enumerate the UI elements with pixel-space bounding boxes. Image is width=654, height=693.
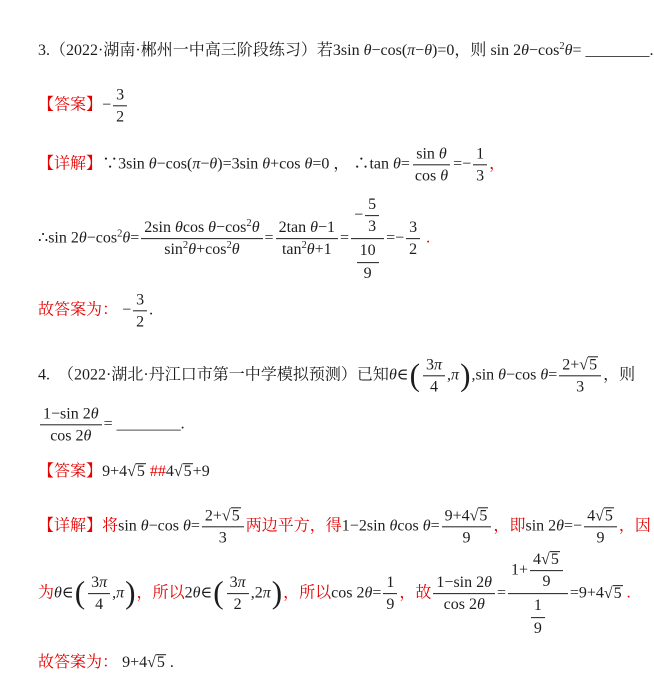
text-run: 1−sin 2θ [436, 574, 492, 592]
text-run: 3 [476, 167, 485, 185]
text-run: 9+4 [444, 507, 470, 525]
denominator [231, 595, 245, 615]
numerator [584, 506, 617, 527]
superscript: 2 [182, 240, 189, 252]
numerator [227, 573, 249, 594]
problem-4-solution-line-2 [38, 549, 631, 639]
denominator [473, 166, 487, 186]
text-run: θ∈ [388, 366, 409, 384]
text-run: 4 [95, 596, 104, 614]
big-paren: ) [271, 575, 283, 611]
text-run: ， [489, 155, 506, 173]
square-root [222, 507, 241, 524]
fraction [473, 144, 487, 185]
superscript: 2 [301, 240, 307, 252]
denominator [133, 312, 147, 332]
problem-3-answer [38, 85, 129, 126]
text-run: 9 [363, 264, 372, 282]
fraction [365, 195, 379, 236]
text-run: 2sin θcos θ−cos [144, 219, 247, 237]
denominator [352, 240, 384, 284]
radicand: 5 [156, 654, 165, 672]
text-run: 4 [430, 378, 439, 396]
radical-sign: √ [147, 654, 156, 672]
square-root [127, 463, 146, 480]
fraction [531, 597, 545, 638]
text-run: − [102, 96, 112, 114]
numerator [433, 573, 495, 594]
fraction [530, 550, 563, 591]
text-run: 3 [409, 219, 418, 237]
text-run: ，则 [454, 42, 487, 60]
text-run: 3π [426, 356, 443, 374]
text-run: 2tan θ−1 [278, 219, 336, 237]
denominator [441, 595, 488, 615]
problem-3-statement [38, 40, 654, 62]
text-run: θ= ________. [564, 42, 654, 60]
text-run: 【详解】将 [38, 517, 119, 535]
denominator [573, 377, 587, 397]
text-run: 9 [542, 573, 551, 591]
text-run: ## [149, 463, 166, 481]
superscript: 2 [117, 228, 123, 240]
denominator [113, 107, 127, 127]
text-run: ，即 [493, 517, 526, 535]
text-run: +9 [192, 463, 210, 481]
problem-4-statement-line-2 [38, 404, 185, 445]
square-root [470, 507, 489, 524]
fraction [412, 144, 451, 185]
fraction [276, 218, 338, 259]
text-run: 4 [533, 551, 542, 569]
numerator [357, 242, 379, 263]
text-run: . [149, 301, 154, 319]
fraction [559, 355, 601, 396]
text-run: sin 2θ=− [525, 517, 583, 535]
problem-3-solution-line-1 [38, 144, 505, 185]
text-run: cos 2θ= [331, 584, 382, 602]
text-run: sin θ−cos θ= [118, 517, 200, 535]
square-root [604, 585, 623, 602]
radicand: 5 [231, 507, 240, 525]
numerator [442, 506, 492, 527]
text-run: 【详解】 [38, 155, 103, 173]
radicand: 5 [550, 551, 559, 569]
fraction [406, 218, 420, 259]
text-run: ，因 [618, 517, 651, 535]
radicand: 5 [183, 463, 192, 481]
fraction [357, 242, 379, 283]
fraction [383, 573, 397, 614]
fraction [433, 573, 495, 614]
denominator [593, 528, 607, 548]
numerator [276, 218, 338, 239]
denominator [427, 377, 441, 397]
text-run: 9 [386, 596, 395, 614]
radical-sign: √ [127, 463, 136, 481]
text-run: θ∈ [54, 584, 74, 602]
big-paren: ( [409, 357, 421, 393]
text-run: 2+ [204, 507, 222, 525]
text-run: 9 [462, 529, 471, 547]
denominator [526, 595, 550, 639]
numerator [406, 218, 420, 239]
text-run: ,π [447, 366, 460, 384]
numerator [365, 195, 379, 216]
problem-4-conclusion [38, 652, 174, 674]
numerator [559, 355, 601, 376]
numerator [351, 194, 384, 239]
text-run: 1−2sin θcos θ= [341, 517, 440, 535]
text-run: ，所以 [283, 584, 332, 602]
text-run: 2 [409, 241, 418, 259]
numerator [413, 144, 450, 165]
numerator [530, 550, 563, 571]
square-root [595, 507, 614, 524]
fraction [584, 506, 617, 547]
text-run: 1 [386, 574, 395, 592]
text-run: = [496, 584, 507, 602]
text-run: . [426, 229, 431, 247]
text-run: 3sin θ−cos(π−θ)=0 [332, 42, 455, 60]
text-run: 1−sin 2θ [43, 405, 99, 423]
radical-sign: √ [541, 551, 550, 569]
fraction [40, 404, 102, 445]
fraction [113, 85, 127, 126]
fraction [202, 506, 244, 547]
denominator [161, 240, 242, 260]
denominator [383, 595, 397, 615]
text-run: 3π [229, 574, 246, 592]
text-run: 4. （2022·湖北·丹江口市第一中学模拟预测）已知 [38, 366, 389, 384]
text-run: 10 [359, 242, 376, 260]
denominator [531, 618, 545, 638]
text-run: 2θ∈ [184, 584, 213, 602]
text-run: cos 2θ [50, 427, 92, 445]
square-root [579, 356, 598, 373]
numerator [133, 290, 147, 311]
numerator [423, 355, 445, 376]
text-run: = ________. [103, 415, 185, 433]
text-run: sin [164, 241, 183, 259]
numerator [40, 404, 102, 425]
text-run: =− [386, 229, 405, 247]
fraction [442, 506, 492, 547]
text-run: 5 [368, 196, 377, 214]
text-run: 1 [476, 145, 485, 163]
problem-3-solution-line-2 [38, 194, 430, 284]
problem-4-solution-line-1 [38, 506, 651, 547]
denominator [365, 216, 379, 236]
problem-4-statement-line-1 [38, 355, 635, 396]
text-run: 【答案】 [38, 463, 103, 481]
text-run: cos θ [414, 167, 449, 185]
fraction [141, 218, 262, 259]
problem-4-answer [38, 461, 210, 483]
numerator [531, 597, 545, 618]
denominator [216, 528, 230, 548]
radical-sign: √ [603, 584, 613, 602]
denominator [279, 240, 335, 260]
text-run: 9+4 [102, 463, 128, 481]
denominator [412, 166, 451, 186]
text-run: sin θ [416, 145, 447, 163]
text-run: sin 2θ−cos [490, 42, 560, 60]
text-run: ∴sin 2θ−cos [38, 229, 118, 247]
numerator [141, 218, 262, 239]
text-run: 3 [116, 86, 125, 104]
square-root [541, 551, 560, 568]
radicand: 5 [613, 584, 622, 602]
numerator [383, 573, 397, 594]
superscript: 2 [246, 217, 252, 229]
fraction [133, 290, 147, 331]
denominator [539, 571, 553, 591]
text-run: ,π [112, 584, 125, 602]
text-run: 3 [136, 291, 145, 309]
text-run: . [626, 584, 631, 602]
numerator [473, 144, 487, 165]
text-run: 2 [136, 313, 145, 331]
text-run: 4 [165, 463, 174, 481]
square-root [174, 463, 193, 480]
fraction [423, 355, 445, 396]
big-paren: ( [213, 575, 224, 611]
text-run: 2 [116, 108, 125, 126]
radical-sign: √ [221, 507, 231, 525]
text-run: − [354, 206, 364, 224]
text-run: 9 [596, 529, 605, 547]
problem-3-conclusion [38, 290, 153, 331]
text-run: 【答案】 [38, 96, 103, 114]
radicand: 5 [589, 356, 598, 374]
square-root [147, 654, 166, 671]
text-run: cos 2θ [443, 596, 485, 614]
text-run: θ+cos [188, 241, 227, 259]
text-run: ,sin θ−cos θ= [471, 366, 558, 384]
text-run: ，故 [399, 584, 432, 602]
text-run: 两边平方，得 [245, 517, 342, 535]
text-run: = [340, 229, 350, 247]
radicand: 5 [604, 507, 613, 525]
text-run: 9+4 [122, 654, 148, 672]
numerator [113, 85, 127, 106]
text-run: 故答案为： [38, 301, 119, 319]
text-run: ∵3sin θ−cos(π−θ)=3sin θ+cos θ=0 ， ∴tan θ= [102, 155, 410, 173]
text-run: 1 [533, 597, 542, 615]
text-run: . [169, 654, 174, 672]
numerator [88, 573, 110, 594]
text-run: 3 [576, 378, 585, 396]
denominator [361, 263, 375, 283]
text-run: 2 [233, 596, 242, 614]
numerator [508, 549, 568, 594]
text-run: ，则 [603, 366, 636, 384]
text-run: θ= [122, 229, 140, 247]
numerator [202, 506, 244, 527]
text-run: θ+1 [306, 241, 332, 259]
big-paren: ) [125, 575, 136, 611]
fraction [227, 573, 249, 614]
radical-sign: √ [579, 356, 589, 374]
denominator [92, 595, 106, 615]
text-run: ，所以 [136, 584, 185, 602]
text-run: = [264, 229, 274, 247]
text-run: 3.（2022·湖南·郴州一中高三阶段练习）若 [38, 42, 333, 60]
text-run: tan [281, 241, 302, 259]
text-run: 为 [38, 584, 55, 602]
denominator [460, 528, 474, 548]
text-run: 3 [368, 218, 377, 236]
radical-sign: √ [173, 463, 183, 481]
radical-sign: √ [469, 507, 479, 525]
superscript: 2 [226, 240, 232, 252]
text-run: − [122, 301, 132, 319]
text-run: θ [251, 219, 260, 237]
superscript: 2 [559, 40, 565, 52]
big-paren: ) [460, 357, 471, 393]
text-run: 故答案为： [38, 654, 119, 672]
text-run: 1+ [511, 561, 529, 579]
text-run: =− [453, 155, 472, 173]
fraction [88, 573, 110, 614]
denominator [47, 426, 94, 446]
text-run: 3 [218, 529, 227, 547]
radical-sign: √ [595, 507, 604, 525]
fraction [351, 194, 384, 284]
text-run: =9+4 [569, 584, 604, 602]
fraction [508, 549, 568, 639]
denominator [406, 240, 420, 260]
text-run: 9 [533, 619, 542, 637]
text-run: 4 [587, 507, 596, 525]
text-run: 2+ [562, 356, 580, 374]
radicand: 5 [479, 507, 488, 525]
big-paren: ( [74, 575, 86, 611]
text-run: 3π [91, 574, 108, 592]
text-run: ,2π [250, 584, 271, 602]
radicand: 5 [136, 463, 145, 481]
text-run: θ [231, 241, 240, 259]
